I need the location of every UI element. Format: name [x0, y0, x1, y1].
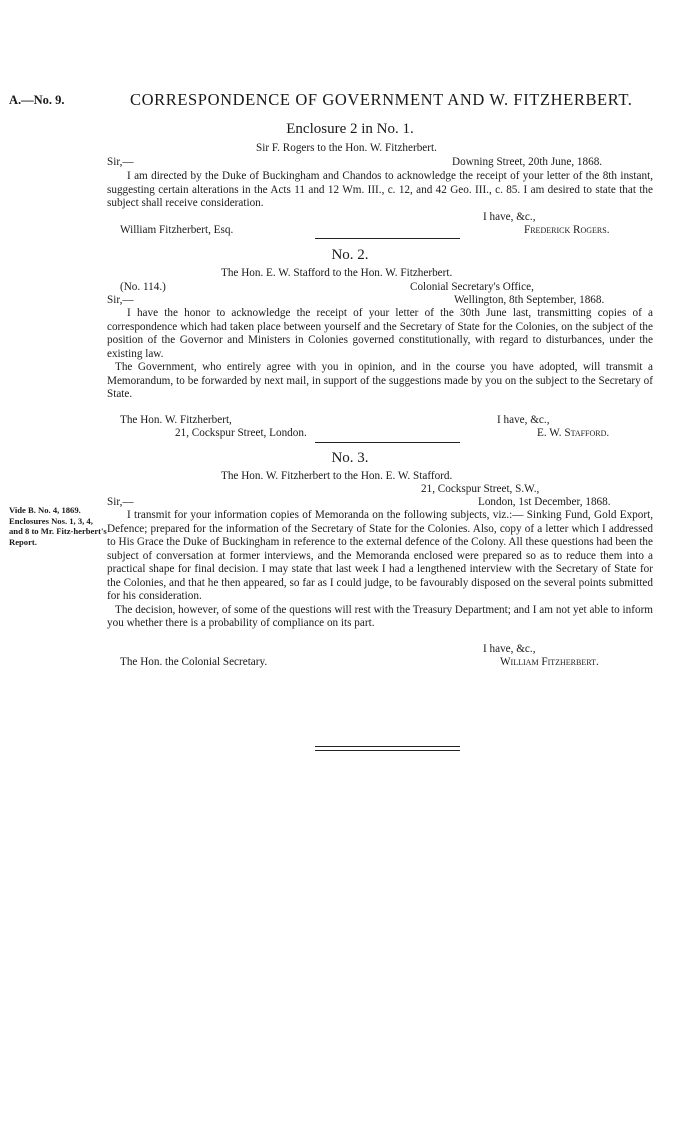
no-2-body: [107, 307, 653, 402]
enclosure-2-closing: I have, &c.,: [483, 211, 536, 223]
no-3-addressee: The Hon. the Colonial Secretary.: [120, 656, 268, 668]
document-reference: A.—No. 9.: [9, 93, 65, 107]
enclosure-2-salutation: Sir,—: [107, 156, 134, 168]
no-3-place-date: London, 1st December, 1868.: [478, 496, 611, 508]
enclosure-2-title: Enclosure 2 in No. 1.: [286, 121, 414, 137]
enclosure-2-addressee: William Fitzherbert, Esq.: [120, 224, 234, 236]
no-2-paragraph-2: The Government, who entirely agree with you in opinion, and in the course you have adopted, will transmit a Memorandum, to be forwarded by next mail, in support of the suggestions made by you on the subject to the Secretary of State.: [107, 361, 653, 400]
enclosure-2-place-date: Downing Street, 20th June, 1868.: [452, 156, 603, 168]
no-2-place-date: Wellington, 8th September, 1868.: [454, 294, 605, 306]
no-3-subtitle: The Hon. W. Fitzherbert to the Hon. E. W. Stafford.: [221, 470, 453, 482]
end-rule-bottom: [315, 750, 460, 751]
section-divider: [315, 238, 460, 239]
no-3-salutation: Sir,—: [107, 496, 134, 508]
no-2-number: (No. 114.): [120, 281, 166, 293]
no-2-subtitle: The Hon. E. W. Stafford to the Hon. W. Fitzherbert.: [221, 267, 453, 279]
no-2-signature: E. W. Stafford.: [537, 427, 610, 439]
no-2-addressee-address: 21, Cockspur Street, London.: [175, 427, 307, 439]
no-3-body: [107, 509, 653, 631]
no-3-paragraph-2: The decision, however, of some of the questions will rest with the Treasury Department; and I am not yet able to inform you whether there is a probability of compliance on its part.: [107, 603, 653, 629]
margin-note: Vide B. No. 4, 1869. Enclosures Nos. 1, 3, 4, and 8 to Mr. Fitz-herbert's Report.: [9, 505, 107, 547]
no-2-paragraph-1: I have the honor to acknowledge the receipt of your letter of the 30th June last, transmitting copies of a correspondence which had taken place between yourself and the Secretary of State for the Colonies, on the subject of the position of the Governor and Ministers in Colonies governed constitutionally, with regard to disturbances, under the existing law.: [107, 307, 653, 360]
no-3-address: 21, Cockspur Street, S.W.,: [421, 483, 540, 495]
enclosure-2-body: I am directed by the Duke of Buckingham and Chandos to acknowledge the receipt of your letter of the 8th instant, suggesting certain alterations in the Acts 11 and 12 Wm. III., c. 12, and 42 Geo. III., c. 85. I am desired to state that the subject shall receive consideration.: [107, 170, 653, 209]
no-2-closing: I have, &c.,: [497, 414, 550, 426]
no-3-paragraph-1: I transmit for your information copies of Memoranda on the following subjects, viz.:— Sinking Fund, Gold Export, Defence; prepared for the information of the Secretary of State for the Colonies. Also, copy of a letter which I addressed to His Grace the Duke of Buckingham in reference to the external defence of the Colony. All these questions had been the subject of conversation at former interviews, and the Memoranda enclosed were prepared so as to reduce them into a practical shape for final decision. I may state that last week I had a lengthened interview with the Secretary of State for the Colonies, and that he then appeared, so far as I could judge, to be favourably disposed on the several points submitted for his consideration.: [107, 509, 653, 602]
enclosure-2-subtitle: Sir F. Rogers to the Hon. W. Fitzherbert.: [256, 142, 437, 154]
no-3-title: No. 3.: [331, 450, 369, 466]
no-3-signature: William Fitzherbert.: [500, 656, 599, 668]
no-2-office: Colonial Secretary's Office,: [410, 281, 534, 293]
page-title: CORRESPONDENCE OF GOVERNMENT AND W. FITZHERBERT.: [130, 90, 633, 109]
no-2-title: No. 2.: [331, 247, 369, 263]
no-2-salutation: Sir,—: [107, 294, 134, 306]
section-divider: [315, 442, 460, 443]
enclosure-2-signature: Frederick Rogers.: [524, 224, 610, 236]
no-3-closing: I have, &c.,: [483, 643, 536, 655]
end-rule-top: [315, 746, 460, 747]
no-2-addressee-name: The Hon. W. Fitzherbert,: [120, 414, 232, 426]
